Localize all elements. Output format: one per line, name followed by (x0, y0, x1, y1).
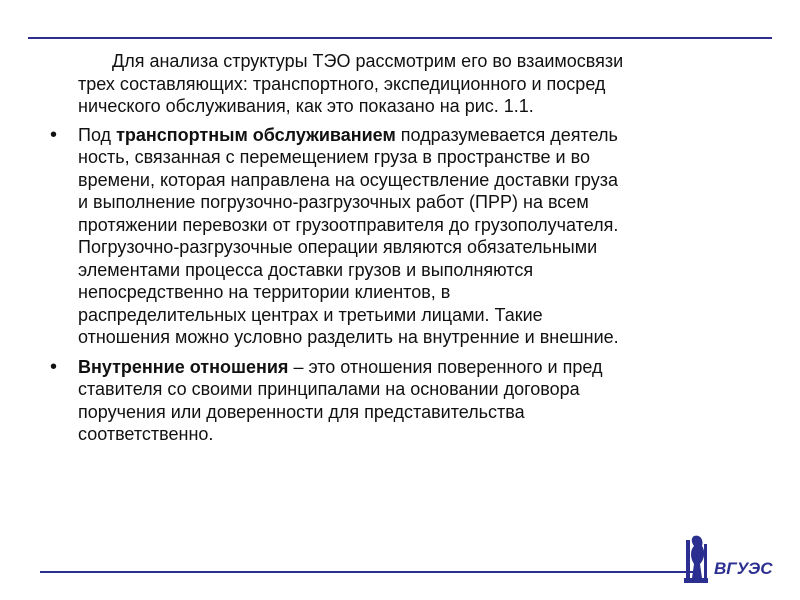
bullet-term: Внутренние отношения (78, 356, 289, 377)
intro-line: Для анализа структуры ТЭО рассмотрим его во взаимосвязи (112, 51, 624, 71)
bullet-lead-rest: – это отношения поверенного и пред (288, 356, 603, 377)
top-divider (28, 37, 772, 39)
bullet-transport-service (50, 124, 762, 349)
university-logo-icon (680, 530, 780, 588)
intro-line: трех составляющих: транспортного, экспедиционного и посред (78, 73, 606, 94)
bullet-term: транспортным обслуживанием (116, 124, 396, 145)
bullet-lead-rest: подразумевается деятель (395, 124, 618, 145)
bullet-line: элементами процесса доставки грузов и выполняются (78, 259, 534, 280)
bullet-line: непосредственно на территории клиентов, в (78, 282, 451, 302)
bullet-lead: Под (78, 124, 117, 145)
bottom-divider (40, 571, 700, 573)
bullet-line: соответственно. (78, 424, 214, 444)
bullet-internal-relations (50, 356, 762, 446)
bullet-line: времени, которая направлена на осуществление доставки груза (78, 169, 619, 190)
bullet-line: отношения можно условно разделить на внутренние и внешние. (78, 327, 619, 347)
logo-text: ВГУЭС (714, 559, 773, 578)
slide-body (50, 50, 762, 453)
bullet-line: и выполнение погрузочно-разгрузочных работ (ПРР) на всем (78, 192, 589, 212)
intro-paragraph (78, 50, 762, 118)
bullet-line: поручения или доверенности для представительства (78, 401, 525, 422)
bullet-line: ставителя со своими принципалами на основании договора (78, 379, 580, 399)
bullet-line: распределительных центрах и третьими лицами. Такие (78, 304, 543, 325)
bullet-line: протяжении перевозки от грузоотправителя до грузополучателя. (78, 214, 619, 235)
bullet-line: Погрузочно-разгрузочные операции являются обязательными (78, 237, 598, 257)
bullet-line: ность, связанная с перемещением груза в пространстве и во (78, 147, 590, 167)
intro-line: нического обслуживания, как это показано на рис. 1.1. (78, 96, 534, 116)
